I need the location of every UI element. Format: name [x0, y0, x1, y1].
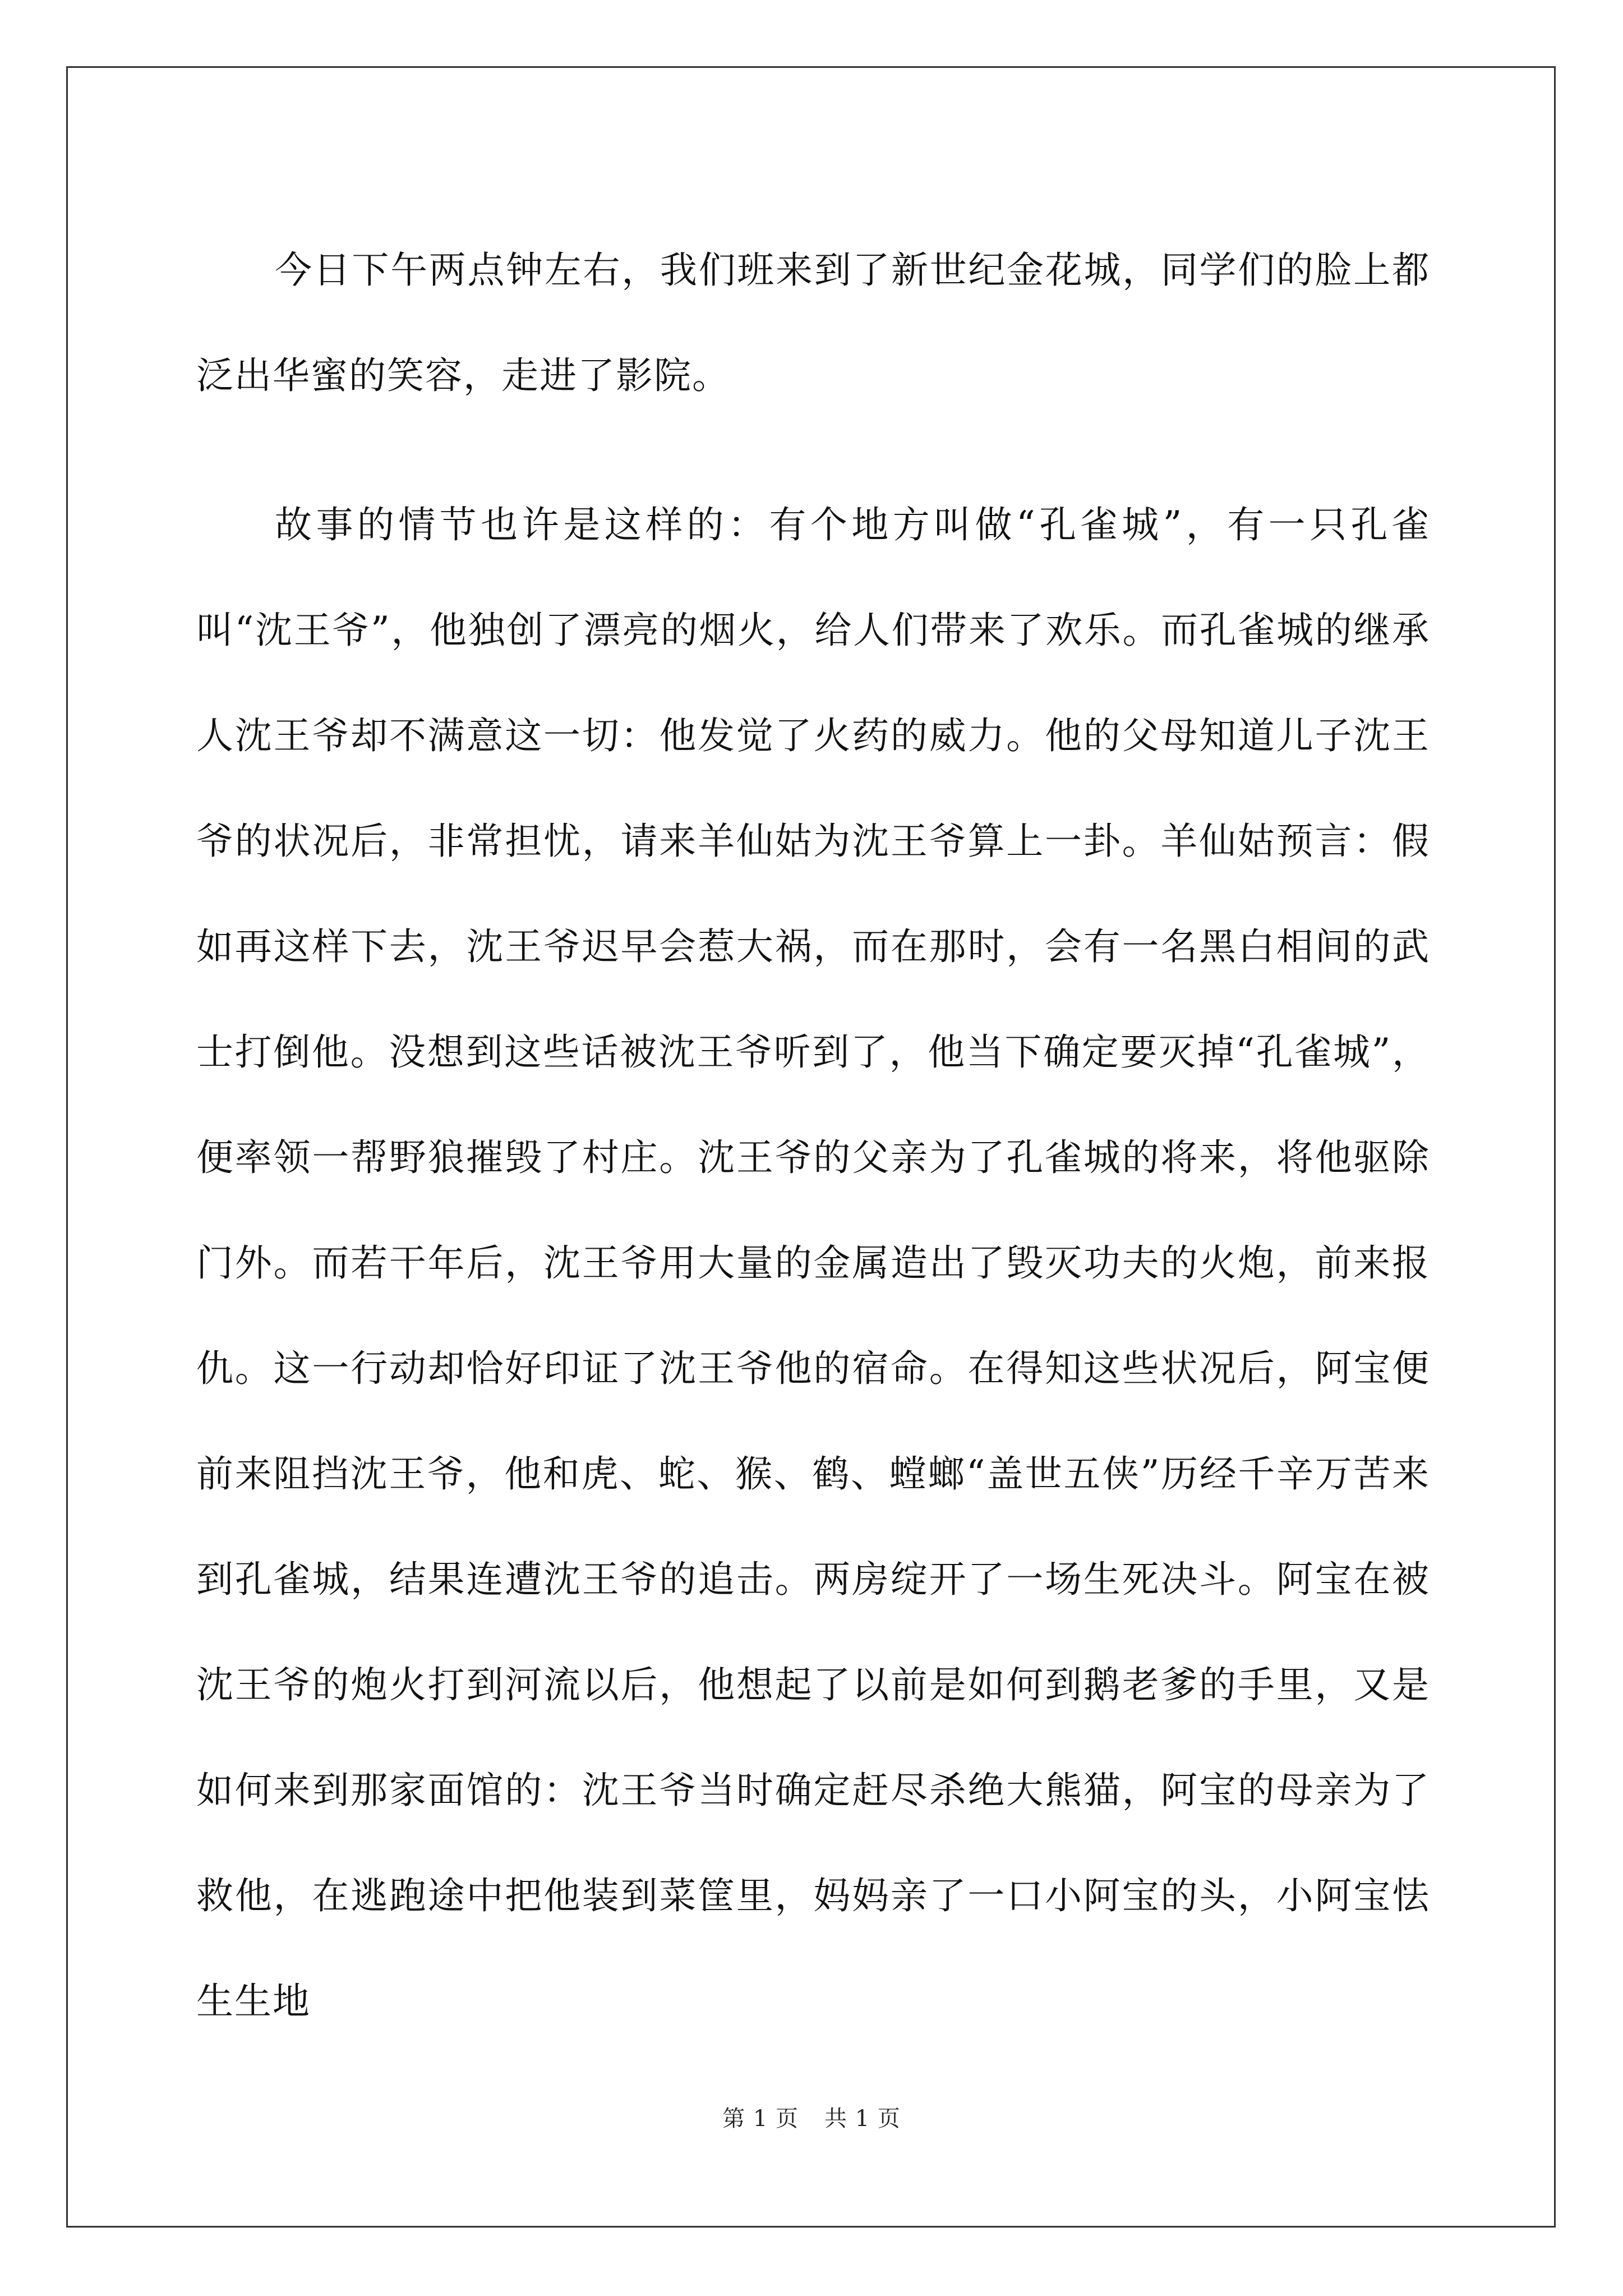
paragraph-2: 故事的情节也许是这样的：有个地方叫做“孔雀城”，有一只孔雀叫“沈王爷”，他独创了漂亮的烟火，给人们带来了欢乐。而孔雀城的继承人沈王爷却不满意这一切：他发觉了火药的威力。他的父母知道儿子沈王爷的状况后，非常担忧，请来羊仙姑为沈王爷算上一卦。羊仙姑预言：假如再这样下去，沈王爷迟早会惹大祸，而在那时，会有一名黑白相间的武士打倒他。没想到这些话被沈王爷听到了，他当下确定要灭掉“孔雀城”，便率领一帮野狼摧毁了村庄。沈王爷的父亲为了孔雀城的将来，将他驱除门外。而若干年后，沈王爷用大量的金属造出了毁灭功夫的火炮，前来报仇。这一行动却恰好印证了沈王爷他的宿命。在得知这些状况后，阿宝便前来阻挡沈王爷，他和虎、蛇、猴、鹤、螳螂“盖世五侠”历经千辛万苦来到孔雀城，结果连遭沈王爷的追击。两房绽开了一场生死决斗。阿宝在被沈王爷的炮火打到河流以后，他想起了以前是如何到鹅老爹的手里，又是如何来到那家面馆的：沈王爷当时确定赶尽杀绝大熊猫，阿宝的母亲为了救他，在逃跑途中把他装到菜筐里，妈妈亲了一口小阿宝的头，小阿宝怯生生地 — [196, 503, 1430, 2023]
document-body — [196, 218, 1430, 2098]
page-total: 共 1 页 — [824, 2106, 901, 2132]
page-footer — [0, 2101, 1623, 2133]
paragraph-1: 今日下午两点钟左右，我们班来到了新世纪金花城，同学们的脸上都泛出华蜜的笑容，走进了影院。 — [196, 249, 1430, 397]
page-number: 第 1 页 — [722, 2106, 799, 2132]
